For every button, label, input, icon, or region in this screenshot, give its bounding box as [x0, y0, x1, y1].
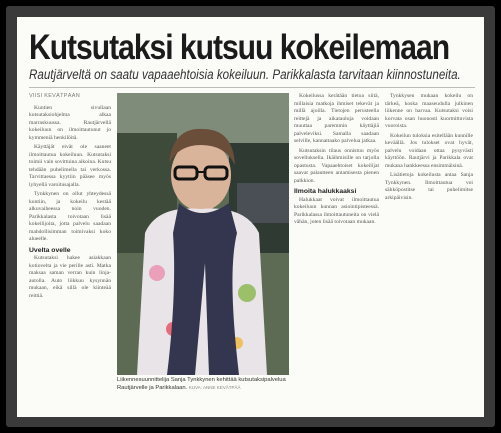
paragraph: Kutsutaksin tilaus onnistuu myös sovelluksella. Ikäihmisille on tarjolla opastusta. Vapaaehtoiset kokeilijat saavat palautteen antamisesta pienen palkkion. [294, 147, 379, 184]
headline: Kutsutaksi kutsuu kokeilemaan [29, 28, 450, 67]
text-column-1 [29, 93, 111, 411]
paragraph: Kokeilun tuloksia esitellään kunnille keväällä. Jos tulokset ovat hyvät, palvelu voidaan ottaa pysyvästi käyttöön. Rautjärvi ja Parikkala ovat mukana hankkeessa ensimmäisinä. [385, 132, 473, 169]
paragraph: Tynkkysen mukaan kokeilu on tärkeä, koska maaseudulla julkinen liikenne on harvaa. Kutsutaksi voisi korvata osan huonosti kuormittuvista vuoroista. [385, 93, 473, 129]
paragraph: Lisätietoja kokeilusta antaa Sanja Tynkkynen. Ilmoittautua voi sähköpostitse tai puhelimitse arkipäivisin. [385, 172, 473, 201]
byline: VIISI KEVÄTPÄÄN [29, 93, 80, 99]
paragraph: Halukkaat voivat ilmoittautua kokeiluun kunnan asiointipisteessä. Parikkalassa ilmoittautuneita on vielä vähän, joten lisää toivotaan mukaan. [294, 196, 379, 225]
portrait-illustration [117, 93, 289, 375]
newspaper-clipping [17, 17, 484, 417]
photo-woman [117, 93, 289, 375]
section-title-2: Ilmoita halukkaaksi [294, 188, 357, 195]
paragraph: Tynkkynen on ollut yhteydessä kuntiin, ja kokeilu kestää alkuvaiheessa noin vuoden. Parikkalasta toivotaan lisää kokeilijoita, jotta palvelu saadaan mahdollisimman toimivaksi koko alueelle. [29, 191, 111, 242]
paragraph: Kutsutaksi hakee asiakkaan kotiovelta ja vie perille asti. Matka maksaa saman verran kuin linja-autolla. Auto liikkuu kysynnän mukaan, eikä sillä ole kiinteää reittiä. [29, 255, 111, 299]
photo-credit: KUVA: ANNE KEVÄTPÄÄ [188, 385, 241, 390]
section-title: Uvelta ovelle [29, 246, 71, 254]
paragraph: Kokeilussa kerätään tietoa siitä, millaisia matkoja ihmiset tekevät ja millä ajoilla. Tietojen perusteella reittejä ja aikatauluja voidaan muuttaa paremmin käyttäjiä palveleviksi. Samalla saadaan selville, kannattaako palvelua jatkaa. [294, 93, 379, 144]
divider [29, 87, 475, 88]
photo-caption [117, 377, 289, 392]
text-column-4 [385, 93, 473, 411]
paragraph: Käyttäjät eivät ole saaneet ilmoittautua kokeiluun. Kutsutaksi toimii vain sovittuina aikoina. Kutsu tehdään puhelimella tai verkossa. Tarvittaessa kyytiin pääsee myös lyhyellä varoitusajalla. [29, 144, 111, 188]
paragraph: Kuntien sivullaan kutsutaksiohjelma alkaa marraskuussa. Rautjärvellä kokeiluun on ilmoittautunut jo kymmeniä henkilöitä. [29, 104, 111, 141]
subhead: Rautjärveltä on saatu vapaaehtoisia kokeiluun. Parikkalasta tarvitaan kiinnostuneita. [29, 67, 461, 82]
text-column-3 [294, 93, 379, 411]
caption-text: Liikennesuunnittelija Sanja Tynkkynen kehittää kutsutaksipalvelua Rautjärvelle ja Parikkalaan. [117, 377, 286, 391]
